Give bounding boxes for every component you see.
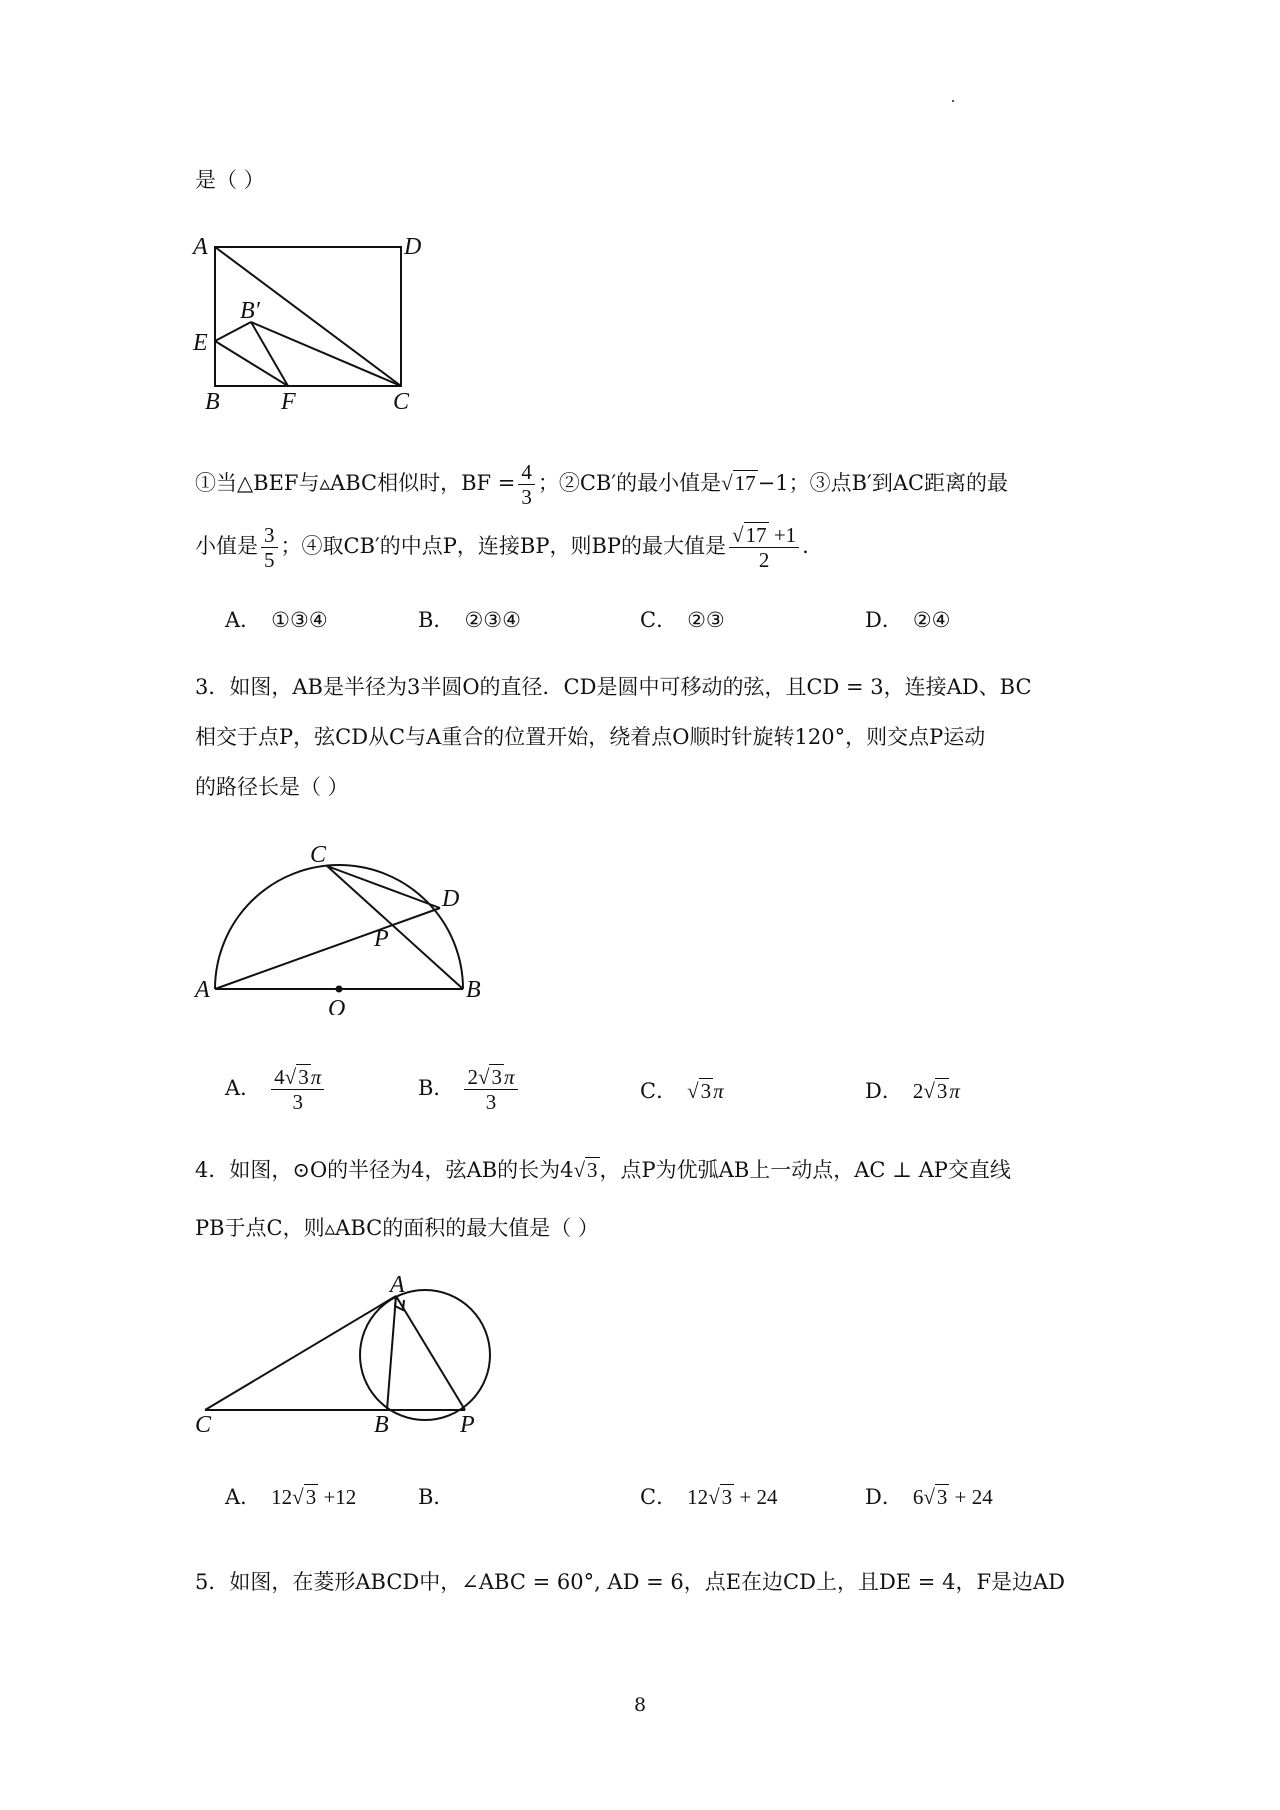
q4-line2: PB于点C，则▵ABC的面积的最大值是（ ） xyxy=(195,1216,599,1240)
q2-option-b[interactable]: B． ②③④ xyxy=(418,608,521,632)
label-c: C xyxy=(310,842,327,868)
label-p: P xyxy=(460,1412,475,1435)
center-o-point xyxy=(336,986,343,993)
q2-figure xyxy=(190,225,440,415)
q3-option-d[interactable]: D． 2√3π xyxy=(865,1079,960,1103)
q3-line3: 的路径长是（ ） xyxy=(195,775,349,799)
segment-e-f xyxy=(215,341,288,386)
q4-figure xyxy=(190,1265,500,1435)
segment-bc xyxy=(327,866,463,989)
segment-ap xyxy=(396,1296,465,1410)
q2-option-c[interactable]: C． ②③ xyxy=(640,608,725,632)
label-d: D xyxy=(442,886,460,912)
label-a: A xyxy=(195,977,210,1003)
q5-line1: 5．如图，在菱形ABCD中，∠ABC = 60°, AD = 6，点E在边CD上，且DE = 4，F是边AD xyxy=(195,1570,1066,1594)
q2-tail: 是（ ） xyxy=(195,168,265,192)
q3-line1: 3．如图，AB是半径为3半圆O的直径．CD是圆中可移动的弦，且CD = 3，连接AD、BC xyxy=(195,675,1032,699)
circle-o xyxy=(360,1290,490,1420)
label-c: C xyxy=(393,389,410,415)
q4-option-b[interactable]: B． xyxy=(418,1485,455,1509)
q3-line2: 相交于点P，弦CD从C与A重合的位置开始，绕着点O顺时针旋转120°，则交点P运动 xyxy=(195,725,986,749)
q2-statement-line2: 小值是 $\frac{3}{5}$ ；④取CB′的中点P，连接BP，则BP的最大值是 $\frac{√17 +1}{2}$ . xyxy=(195,523,809,572)
label-b: B xyxy=(205,389,220,415)
segment-ab xyxy=(387,1296,396,1410)
label-b: B xyxy=(374,1412,389,1435)
label-p: P xyxy=(374,926,389,952)
q4-option-d[interactable]: D． 6√3 + 24 xyxy=(865,1485,993,1509)
q3-option-a[interactable]: A． $\frac{4√3\pi}{3}$ xyxy=(225,1065,327,1114)
label-a: A xyxy=(193,234,208,260)
label-e: E xyxy=(193,330,208,356)
segment-bp-f xyxy=(251,322,288,386)
q2-option-d[interactable]: D． ②④ xyxy=(865,608,951,632)
semicircle-arc xyxy=(215,865,463,989)
q2-option-a[interactable]: A． ①③④ xyxy=(225,608,328,632)
label-b: B xyxy=(466,977,481,1003)
q3-option-c[interactable]: C． √3π xyxy=(640,1079,724,1103)
q2-statement-line1: ①当△BEF与▵ABC相似时，BF = $\frac{4}{3}$ ；②CB′的最小值是√17−1；③点B′到AC距离的最 xyxy=(195,460,1009,509)
q4-option-c[interactable]: C． 12√3 + 24 xyxy=(640,1485,778,1509)
segment-ca xyxy=(205,1296,396,1410)
label-o: O xyxy=(328,996,346,1015)
segment-ad xyxy=(215,908,440,989)
label-f: F xyxy=(281,389,296,415)
scan-speck xyxy=(952,100,954,102)
label-a: A xyxy=(390,1272,405,1298)
q3-figure xyxy=(190,835,490,1015)
label-c: C xyxy=(195,1412,212,1435)
segment-e-bp xyxy=(215,322,251,341)
q4-line1: 4．如图，⊙O的半径为4，弦AB的长为4√3，点P为优弧AB上一动点，AC ⊥ AP交直线 xyxy=(195,1158,1011,1182)
label-bprime: B′ xyxy=(240,298,260,324)
q3-option-b[interactable]: B． $\frac{2√3\pi}{3}$ xyxy=(418,1065,521,1114)
page-number: 8 xyxy=(633,1694,647,1716)
label-d: D xyxy=(404,234,422,260)
q4-option-a[interactable]: A． 12√3 +12 xyxy=(225,1485,357,1509)
